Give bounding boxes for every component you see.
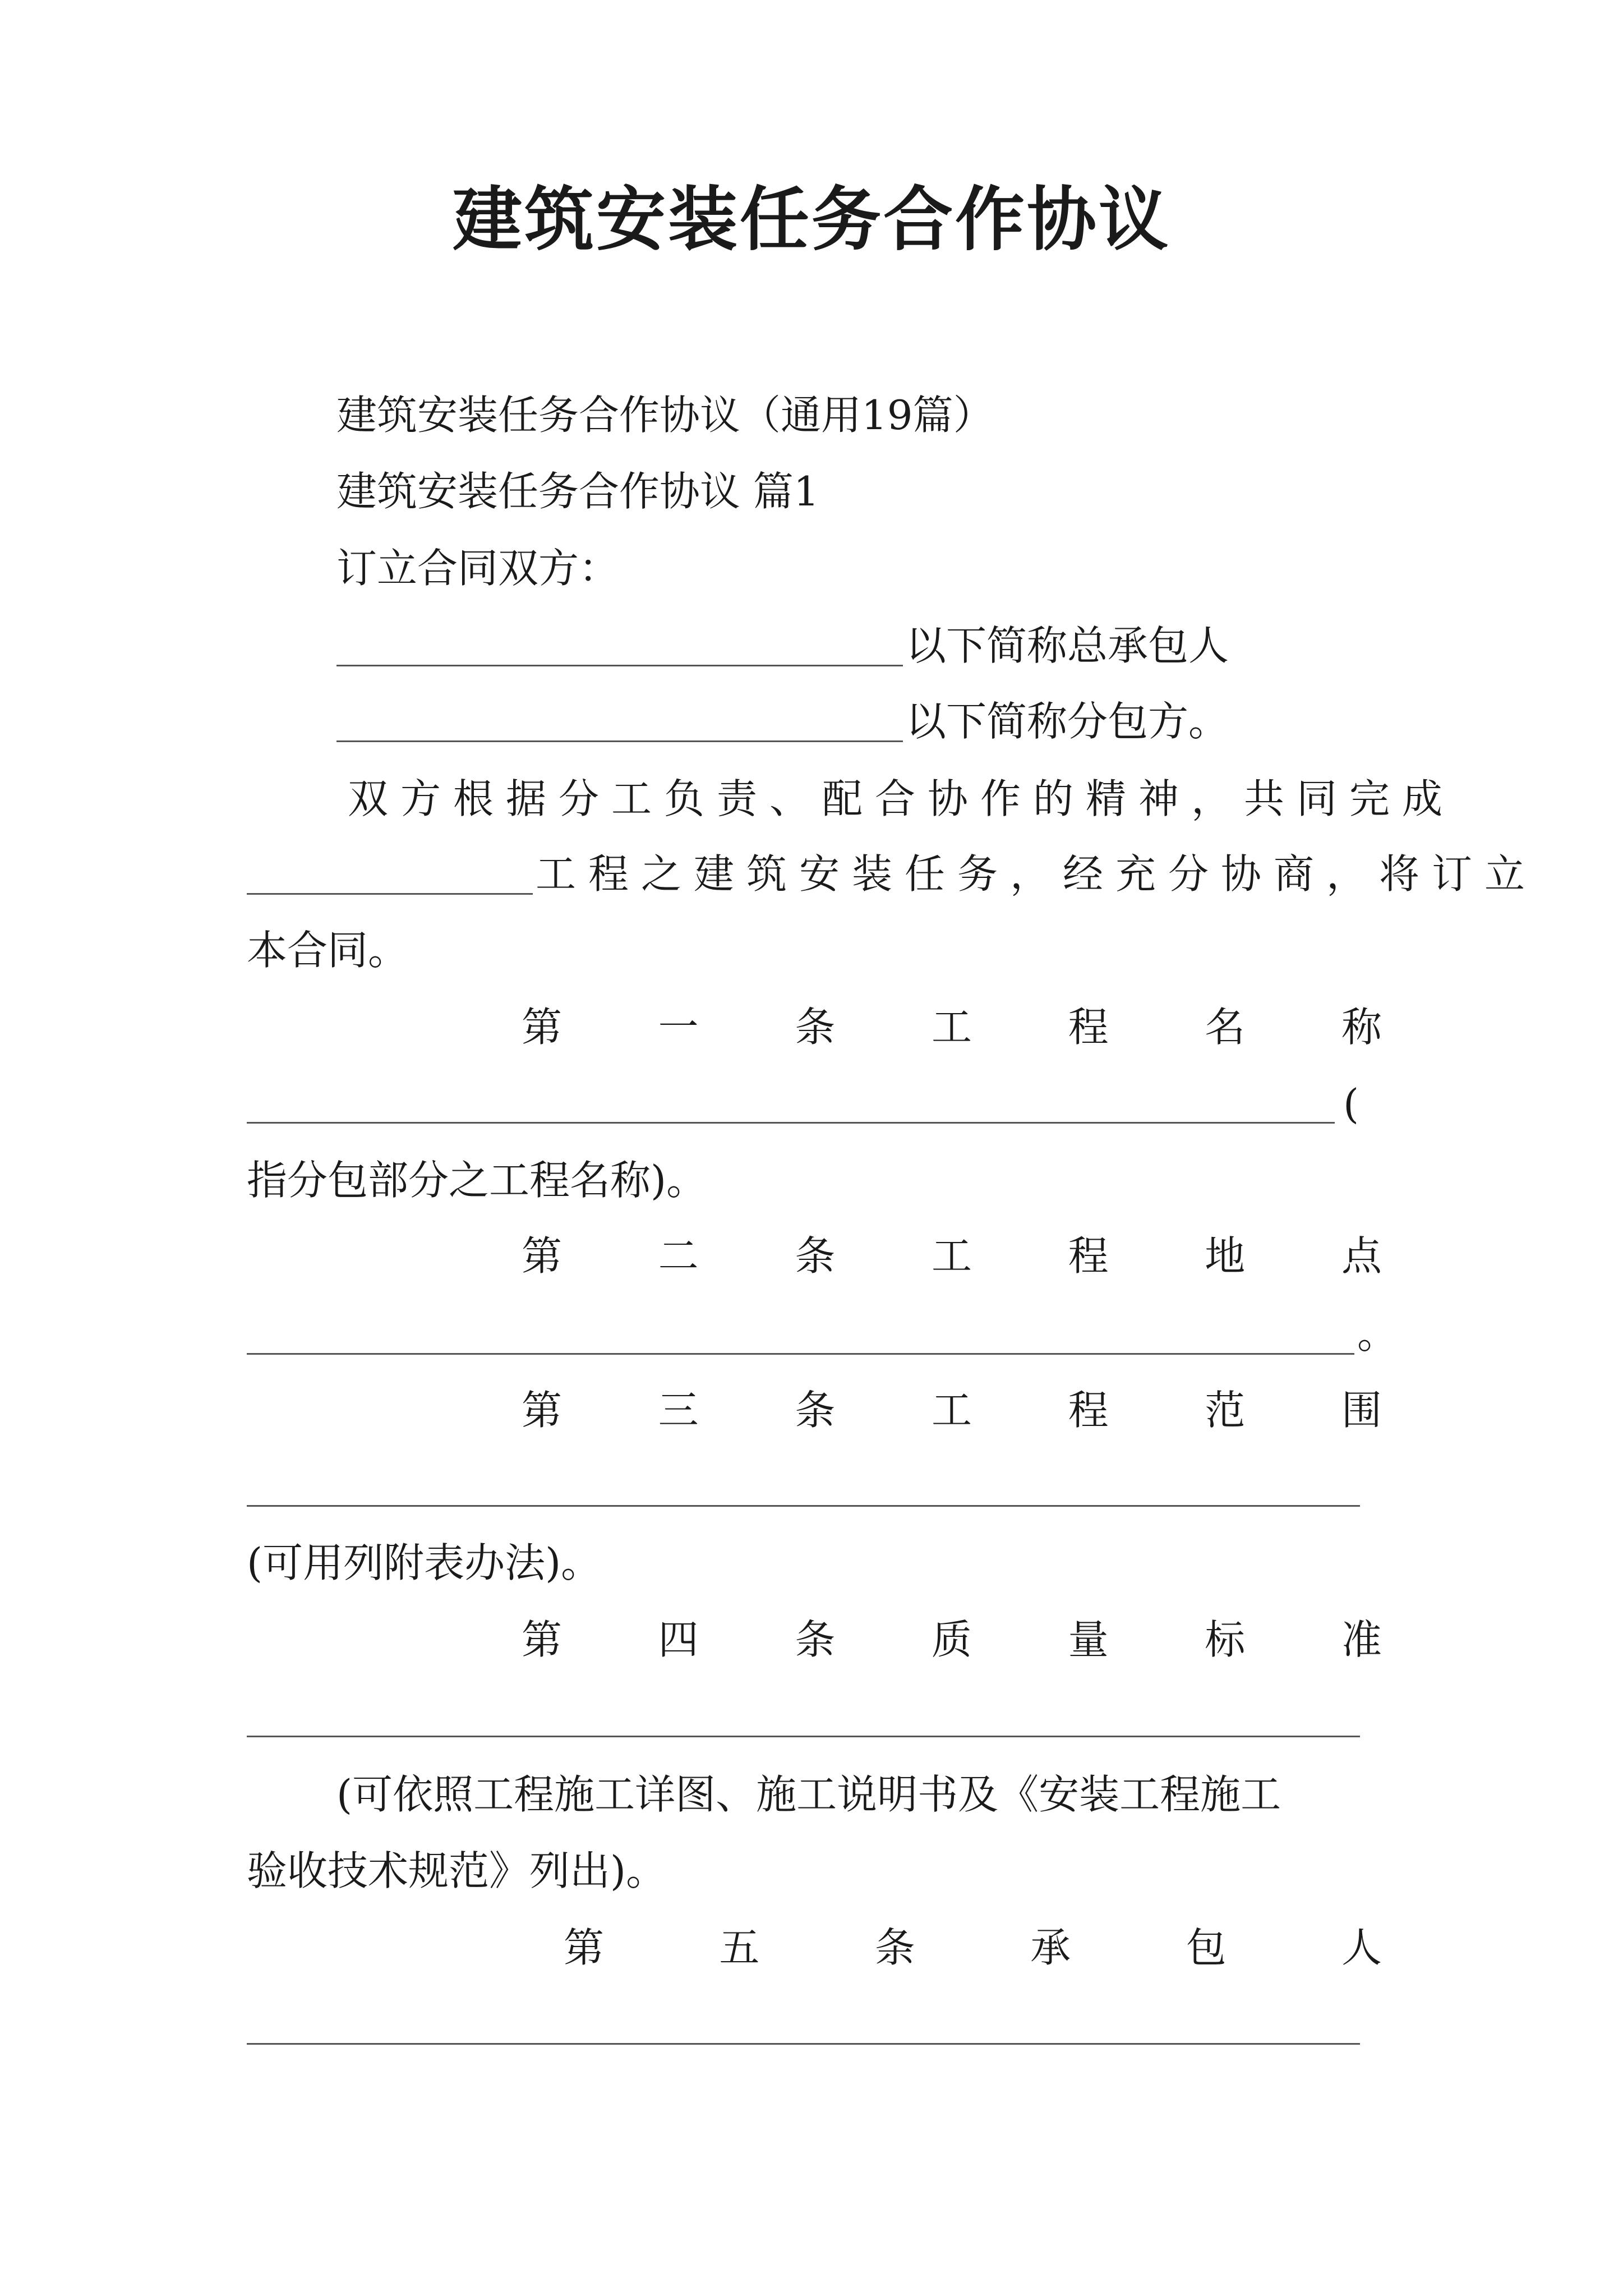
article-4-note-line-1: (可依照工程施工详图、施工说明书及《安装工程施工	[336, 1771, 1281, 1818]
article-5-char: 条	[874, 1924, 915, 1971]
article-3-heading	[522, 1387, 1382, 1434]
article-1-char: 条	[795, 1004, 836, 1051]
intro-line-2: 工程之建筑安装任务，经充分协商，将订立	[536, 850, 1538, 898]
article-4-char: 四	[658, 1616, 699, 1663]
article-4-char: 量	[1068, 1616, 1109, 1663]
article-2-blank	[247, 1353, 1354, 1355]
document-subtitle: 建筑安装任务合作协议（通用19篇）	[336, 392, 994, 439]
section-heading: 建筑安装任务合作协议 篇1	[336, 468, 819, 515]
intro-line-3: 本合同。	[247, 927, 409, 974]
document-title: 建筑安装任务合作协议	[452, 179, 1170, 260]
general-contractor-label: 以下简称总承包人	[906, 622, 1229, 669]
article-4-char: 标	[1205, 1616, 1246, 1663]
article-1-char: 一	[658, 1004, 699, 1051]
article-1-blank	[247, 1122, 1335, 1124]
article-4-heading	[522, 1616, 1382, 1663]
article-2-tail: 。	[1357, 1310, 1398, 1358]
article-3-char: 范	[1205, 1387, 1246, 1434]
article-3-char: 围	[1341, 1387, 1382, 1434]
article-3-char: 三	[658, 1387, 699, 1434]
article-1-tail: (	[1343, 1080, 1359, 1128]
article-3-note: (可用列附表办法)。	[247, 1539, 602, 1586]
subcontractor-blank	[336, 740, 903, 742]
article-2-char: 第	[522, 1232, 562, 1280]
article-3-char: 第	[522, 1387, 562, 1434]
article-1-char: 名	[1205, 1004, 1246, 1051]
article-2-char: 二	[658, 1232, 699, 1280]
parties-label: 订立合同双方：	[336, 545, 620, 592]
article-2-char: 条	[795, 1232, 836, 1280]
article-2-char: 工	[931, 1232, 972, 1280]
article-4-char: 条	[795, 1616, 836, 1663]
article-5-heading	[564, 1924, 1382, 1971]
article-5-char: 人	[1341, 1924, 1382, 1971]
article-1-heading	[522, 1004, 1382, 1051]
article-2-char: 点	[1341, 1232, 1382, 1280]
article-1-char: 称	[1341, 1004, 1382, 1051]
article-5-blank	[247, 2043, 1360, 2045]
article-2-char: 地	[1205, 1232, 1246, 1280]
article-3-blank	[247, 1505, 1360, 1507]
article-1-char: 第	[522, 1004, 562, 1051]
article-1-char: 程	[1068, 1004, 1109, 1051]
article-4-blank	[247, 1736, 1360, 1737]
article-3-char: 条	[795, 1387, 836, 1434]
article-3-char: 工	[931, 1387, 972, 1434]
subcontractor-label: 以下简称分包方。	[906, 698, 1229, 745]
intro-line-1: 双方根据分工负责、配合协作的精神，共同完成	[348, 775, 1455, 822]
article-1-note: 指分包部分之工程名称)。	[247, 1157, 707, 1204]
article-5-char: 承	[1030, 1924, 1071, 1971]
article-4-char: 准	[1341, 1616, 1382, 1663]
article-5-char: 第	[564, 1924, 605, 1971]
article-2-char: 程	[1068, 1232, 1109, 1280]
article-5-char: 包	[1186, 1924, 1227, 1971]
article-3-char: 程	[1068, 1387, 1109, 1434]
article-4-note-line-2: 验收技术规范》列出)。	[247, 1847, 667, 1894]
article-4-char: 第	[522, 1616, 562, 1663]
general-contractor-blank	[336, 665, 903, 666]
project-name-blank	[247, 893, 533, 895]
article-1-char: 工	[931, 1004, 972, 1051]
article-4-char: 质	[931, 1616, 972, 1663]
article-2-heading	[522, 1232, 1382, 1280]
article-5-char: 五	[719, 1924, 760, 1971]
